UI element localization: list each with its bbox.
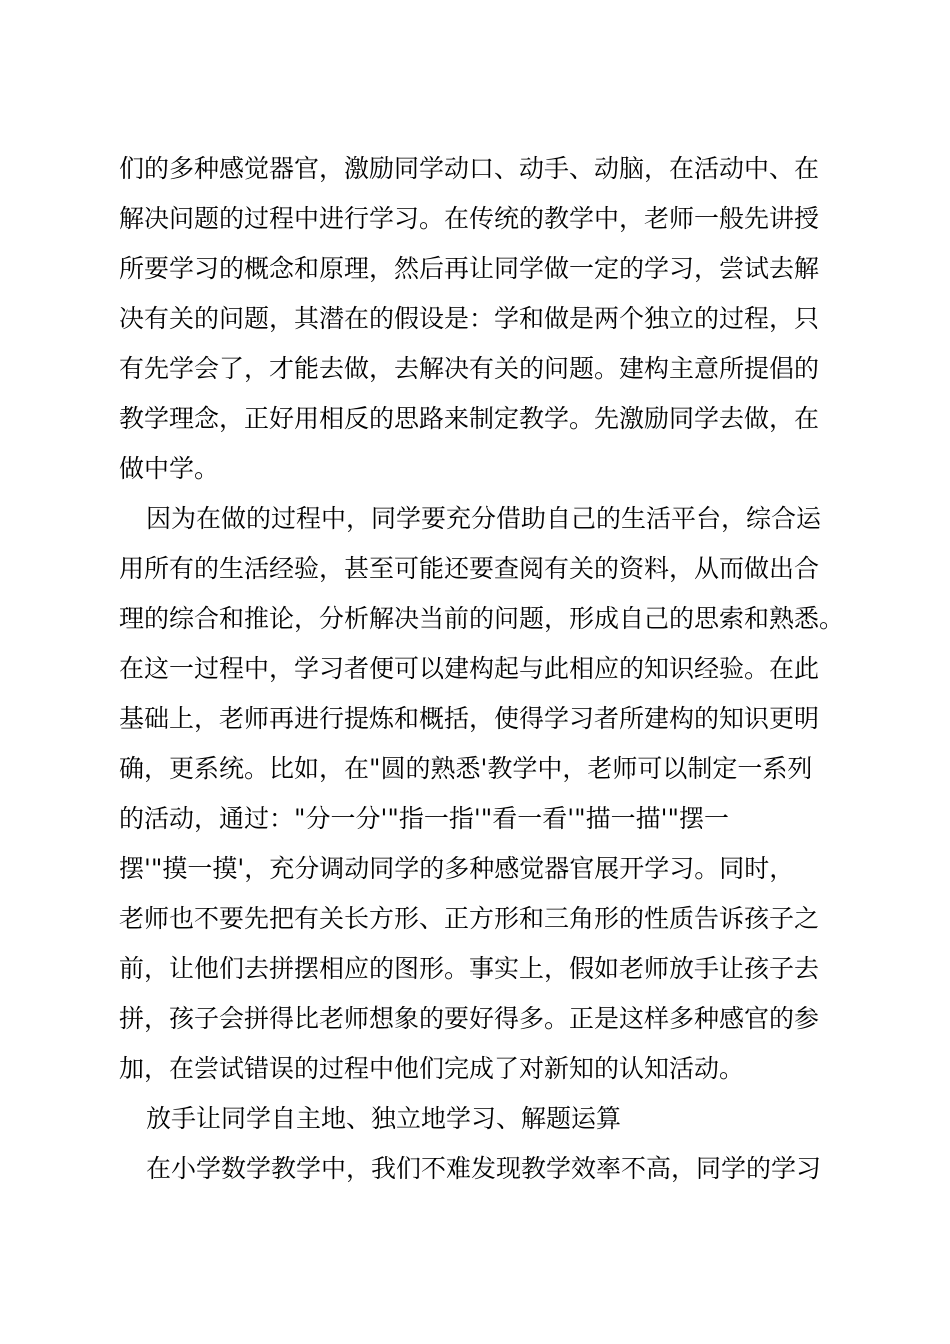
- text-line: 拼，孩子会拼得比老师想象的要好得多。正是这样多种感官的参: [119, 1004, 820, 1033]
- paragraph-first-line: 在小学数学教学中，我们不难发现教学效率不高，同学的学习: [146, 1154, 822, 1183]
- text-line: 用所有的生活经验，甚至可能还要查阅有关的资料，从而做出合: [119, 554, 820, 583]
- text-line: 的活动，通过："分一分'"指一指'"看一看'"描一描'"摆一: [119, 804, 729, 833]
- text-line: 摆'"摸一摸'，充分调动同学的多种感觉器官展开学习。同时，: [119, 854, 795, 883]
- text-line: 解决问题的过程中进行学习。在传统的教学中，老师一般先讲授: [119, 204, 820, 233]
- text-line: 理的综合和推论，分析解决当前的问题，形成自己的思索和熟悉。: [119, 604, 845, 633]
- text-line: 有先学会了，才能去做，去解决有关的问题。建构主意所提倡的: [119, 354, 820, 383]
- text-line: 所要学习的概念和原理，然后再让同学做一定的学习，尝试去解: [119, 254, 820, 283]
- text-line: 在这一过程中，学习者便可以建构起与此相应的知识经验。在此: [119, 654, 820, 683]
- text-line: 做中学。: [119, 454, 220, 483]
- text-line: 前，让他们去拼摆相应的图形。事实上，假如老师放手让孩子去: [119, 954, 820, 983]
- paragraph-first-line: 因为在做的过程中，同学要充分借助自己的生活平台，综合运: [146, 504, 822, 533]
- text-line: 们的多种感觉器官，激励同学动口、动手、动脑，在活动中、在: [119, 154, 820, 183]
- text-line: 确，更系统。比如，在"圆的熟悉'教学中，老师可以制定一系列: [119, 754, 813, 783]
- text-line: 决有关的问题，其潜在的假设是：学和做是两个独立的过程，只: [119, 304, 820, 333]
- text-line: 老师也不要先把有关长方形、正方形和三角形的性质告诉孩子之: [119, 904, 820, 933]
- section-heading: 放手让同学自主地、独立地学习、解题运算: [146, 1104, 622, 1133]
- text-line: 教学理念，正好用相反的思路来制定教学。先激励同学去做，在: [119, 404, 820, 433]
- text-line: 基础上，老师再进行提炼和概括，使得学习者所建构的知识更明: [119, 704, 820, 733]
- text-line: 加，在尝试错误的过程中他们完成了对新知的认知活动。: [119, 1054, 745, 1083]
